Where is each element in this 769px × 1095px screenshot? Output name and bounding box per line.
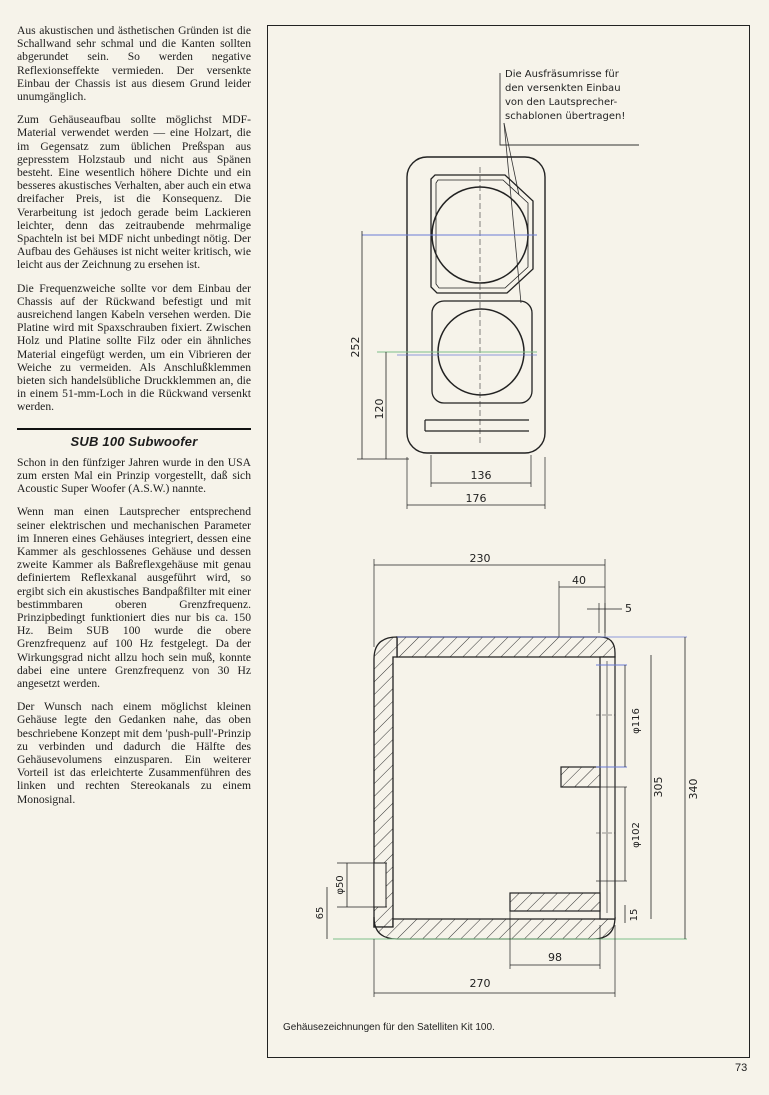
front-view: [349, 157, 545, 509]
dim-5: 5: [625, 602, 632, 615]
dim-65: 65: [315, 906, 326, 920]
assembly-note: [500, 69, 639, 303]
dim-230: 230: [469, 552, 491, 565]
note-line-2: den versenkten Einbau: [505, 83, 621, 94]
text-column: [17, 24, 251, 816]
dim-40: 40: [572, 574, 586, 587]
section-paragraph-1: Schon in den fünfziger Jahren wurde in den USA zum ersten Mal ein Prinzip vorgestellt, daß sich Acoustic Super Woofer (A.S.W.) nannte.: [17, 455, 251, 496]
dim-15: 15: [629, 908, 640, 922]
section-heading: SUB 100 Subwoofer: [17, 428, 251, 449]
dim-340: 340: [687, 778, 700, 800]
section-paragraph-2: Wenn man einen Lautsprecher entsprechend seiner elektrischen und mechanischen Parameter im Inneren eines Gehäuses integriert, dessen eine Kammer als geschlossenes Gehäuse und dessen zweite Kammer als Baßreflexgehäuse mit genau definiertem Reflexkanal ausgeführt wird, so ergibt sich ein akustisches Bandpaßfilter mit einer bestimmbaren oberen Grenzfrequenz. Prinzipbedingt funktioniert dies nur bis ca. 150 Hz. Beim SUB 100 wurde die obere Grenzfrequenz auf 100 Hz festgelegt. Da der Wirkungsgrad nicht allzu hoch sein muß, konnte dabei eine untere Grenzfrequenz von 30 Hz angesetzt werden.: [17, 505, 251, 690]
dim-98: 98: [548, 951, 562, 964]
paragraph-1: Aus akustischen und ästhetischen Gründen ist die Schallwand sehr schmal und die Kanten sollten abgerundet sein. So werden negative Reflexionseffekte vermieden. Der versenkte Einbau der Chassis ist aus diesem Grund leider unumgänglich.: [17, 24, 251, 104]
paragraph-3: Die Frequenzweiche sollte vor dem Einbau der Chassis auf der Rückwand befestigt und mit ausreichend langen Kabeln versehen werden. Die Platine wird mit Spaxschrauben fixiert. Zwischen Holz und Platine sollte Filz oder ein ähnliches Material eingefügt werden, um ein Vibrieren der Weiche zu vermeiden. Als Anschlußklemmen bieten sich handelsübliche Druckklemmen an, die in einem 51-mm-Loch in die Rückwand versenkt werden.: [17, 281, 251, 414]
note-line-3: von den Lautsprecher-: [505, 97, 618, 108]
dim-120: 120: [373, 398, 386, 420]
dim-176: 176: [465, 492, 487, 505]
note-line-1: Die Ausfräsumrisse für: [505, 69, 619, 80]
page-number: 73: [735, 1062, 748, 1074]
dia-50: φ50: [335, 875, 346, 895]
dia-116: φ116: [631, 708, 642, 734]
dia-102: φ102: [631, 822, 642, 848]
dim-136: 136: [470, 469, 492, 482]
dim-270: 270: [469, 977, 491, 990]
dim-252: 252: [349, 336, 362, 358]
section-view: [315, 552, 700, 997]
dim-305: 305: [652, 776, 665, 798]
section-paragraph-3: Der Wunsch nach einem möglichst kleinen Gehäuse legte den Gedanken nahe, das oben beschriebene Konzept mit dem 'push-pull'-Prinzip zu verbinden und dadurch die Hälfte des Gehäusevolumens einzusparen. Ein weiterer Vorteil ist das erleichterte Zusammenführen des linken und rechten Stereokanals zu einem Monosignal.: [17, 700, 251, 806]
note-line-4: schablonen übertragen!: [505, 111, 626, 122]
technical-drawing: [267, 25, 750, 1025]
paragraph-2: Zum Gehäuseaufbau sollte möglichst MDF-Material verwendet werden — eine Holzart, die im Gegensatz zum üblichen Preßspan aus gepresstem Holzstaub und nicht aus Spänen besteht. Eine wesentlich höhere Dichte und ein besseres akustisches Verhalten, aber auch ein etwa dreifacher Preis, ist die Konsequenz. Die Verarbeitung ist jedoch gerade beim Lackieren leichter, denn das zeitraubende mehrmalige Spachteln ist bei MDF nicht unbedingt nötig. Der Aufbau des Gehäuses ist nicht weiter kritisch, wie leicht aus der Zeichnung zu ersehen ist.: [17, 113, 251, 272]
drawing-caption: Gehäusezeichnungen für den Satelliten Kit 100.: [283, 1022, 495, 1033]
